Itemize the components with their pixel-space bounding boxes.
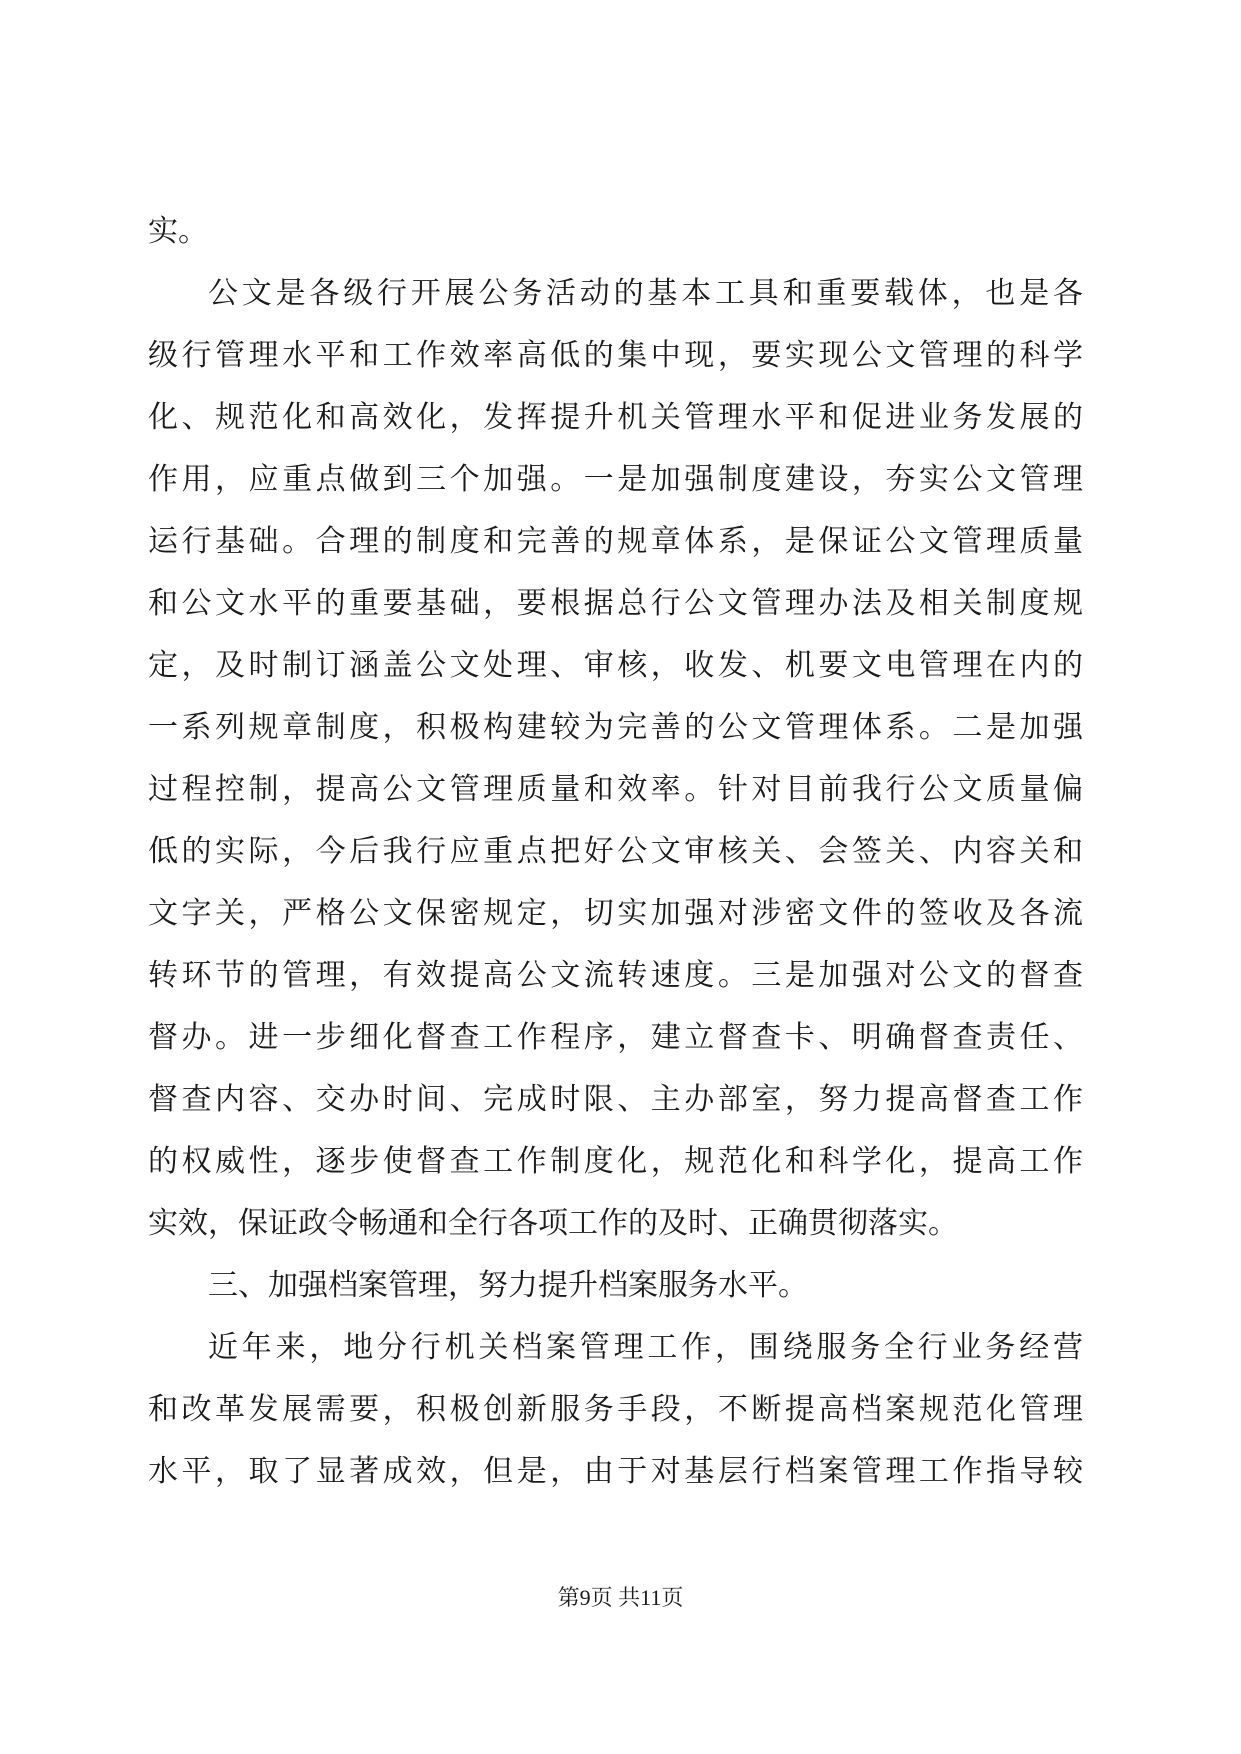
- text-line: 和公文水平的重要基础，要根据总行公文管理办法及相关制度规: [148, 586, 1083, 621]
- text-line: 和改革发展需要，积极创新服务手段，不断提高档案规范化管理: [148, 1392, 1083, 1427]
- text-line: 化、规范化和高效化，发挥提升机关管理水平和促进业务发展的: [148, 400, 1083, 435]
- text-line: 一系列规章制度，积极构建较为完善的公文管理体系。二是加强: [148, 710, 1083, 745]
- text-line: 转环节的管理，有效提高公文流转速度。三是加强对公文的督查: [148, 958, 1083, 993]
- section-heading: 三、加强档案管理，努力提升档案服务水平。: [208, 1268, 808, 1303]
- text-line: 水平，取了显著成效，但是，由于对基层行档案管理工作指导较: [148, 1454, 1083, 1489]
- page-number-footer: 第9页 共11页: [557, 1585, 684, 1610]
- text-line: 公文是各级行开展公务活动的基本工具和重要载体，也是各: [208, 276, 1083, 311]
- text-line: 实。: [148, 214, 208, 249]
- text-line: 定，及时制订涵盖公文处理、审核，收发、机要文电管理在内的: [148, 648, 1083, 683]
- text-line: 督办。进一步细化督查工作程序，建立督查卡、明确督查责任、: [148, 1020, 1083, 1055]
- text-line: 文字关，严格公文保密规定，切实加强对涉密文件的签收及各流: [148, 896, 1083, 931]
- text-line: 过程控制，提高公文管理质量和效率。针对目前我行公文质量偏: [148, 772, 1083, 807]
- text-line: 作用，应重点做到三个加强。一是加强制度建设，夯实公文管理: [148, 462, 1083, 497]
- text-line: 的权威性，逐步使督查工作制度化，规范化和科学化，提高工作: [148, 1144, 1083, 1179]
- text-line: 实效，保证政令畅通和全行各项工作的及时、正确贯彻落实。: [148, 1206, 958, 1241]
- text-line: 近年来，地分行机关档案管理工作，围绕服务全行业务经营: [208, 1330, 1083, 1365]
- text-line: 督查内容、交办时间、完成时限、主办部室，努力提高督查工作: [148, 1082, 1083, 1117]
- text-line: 级行管理水平和工作效率高低的集中现，要实现公文管理的科学: [148, 338, 1083, 373]
- text-line: 低的实际，今后我行应重点把好公文审核关、会签关、内容关和: [148, 834, 1083, 869]
- text-line: 运行基础。合理的制度和完善的规章体系，是保证公文管理质量: [148, 524, 1083, 559]
